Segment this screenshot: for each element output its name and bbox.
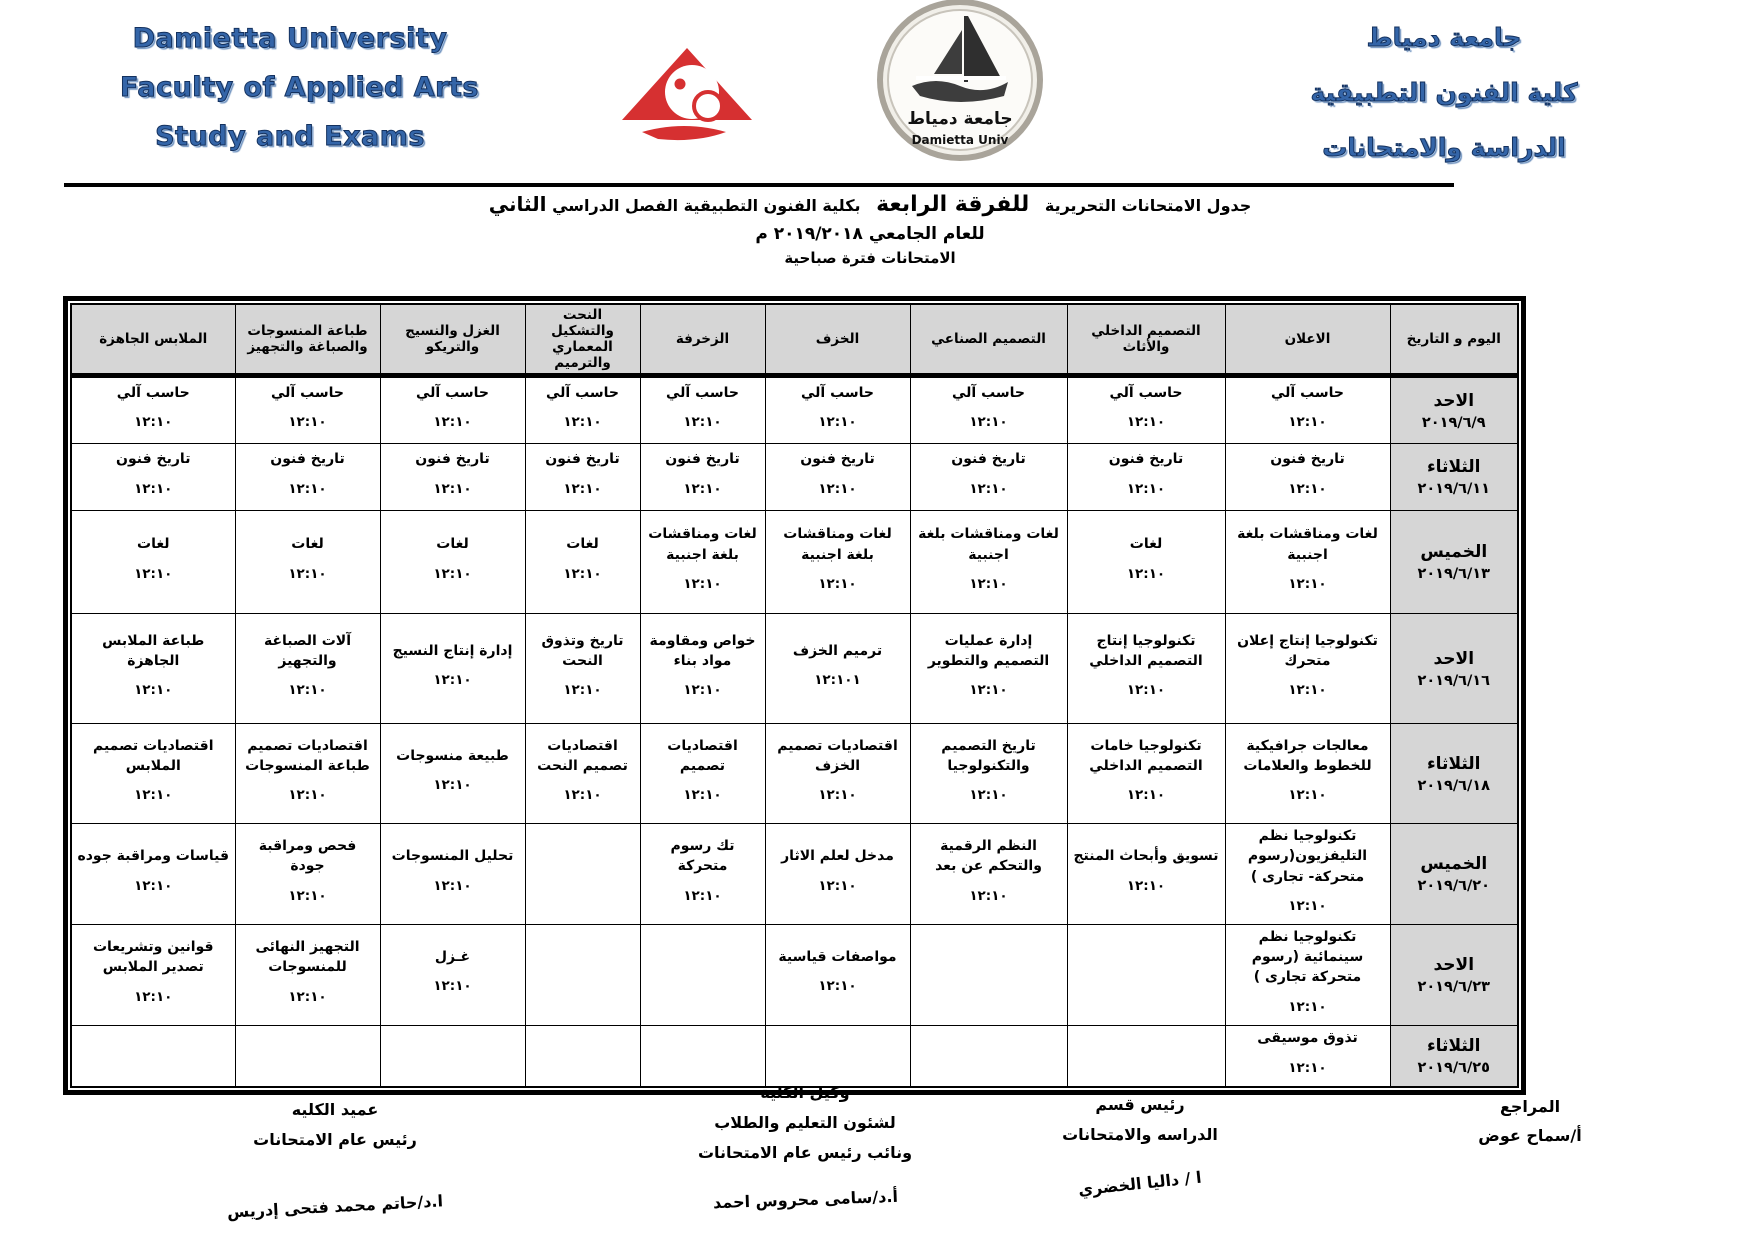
exam-cell: تكنولوجيا نظم سينمائية (رسوم متحركة تجارى ) ١٢:١٠	[1225, 924, 1390, 1025]
exam-cell: تكنولوجيا نظم التليفزيون(رسوم متحركة- تجارى ) ١٢:١٠	[1225, 824, 1390, 925]
day-date-cell: الاحد ٢٠١٩/٦/١٦	[1390, 614, 1518, 724]
vice-dean-title-line1: وكيل الكلية	[760, 1083, 850, 1102]
exam-cell: فحص ومراقبة جودة ١٢:١٠	[235, 824, 380, 925]
divider-rule	[64, 183, 1454, 187]
exam-cell: حاسب آلي ١٢:١٠	[71, 376, 235, 444]
reviewer-name: أ/سماح عوض	[1478, 1126, 1582, 1145]
reviewer-title: المراجع	[1499, 1097, 1561, 1116]
exam-cell: لغات ١٢:١٠	[525, 511, 640, 614]
exam-cell: آلات الصباغة والتجهيز ١٢:١٠	[235, 614, 380, 724]
schedule-title	[0, 192, 1740, 217]
exam-cell: لغات ١٢:١٠	[380, 511, 525, 614]
exam-cell: تذوق موسيقى ١٢:١٠	[1225, 1025, 1390, 1087]
vice-dean-name: أ.د/سامى محروس احمد	[712, 1186, 898, 1213]
branding-ar-line2: كلية الفنون التطبيقية	[1310, 78, 1578, 107]
exam-cell: لغات ومناقشات بلغة اجنبية ١٢:١٠	[765, 511, 910, 614]
header-branding-arabic	[1268, 10, 1620, 175]
exam-cell	[525, 824, 640, 925]
exam-cell: إدارة إنتاج النسيج ١٢:١٠	[380, 614, 525, 724]
exam-cell	[71, 1025, 235, 1087]
exam-cell: طبيعة منسوجات ١٢:١٠	[380, 724, 525, 824]
exam-cell: لغات ١٢:١٠	[235, 511, 380, 614]
column-header: التصميم الداخلي والأثاث	[1067, 304, 1225, 376]
column-header: طباعة المنسوجات والصباغة والتجهيز	[235, 304, 380, 376]
day-date-header: اليوم و التاريخ	[1390, 304, 1518, 376]
seal-arabic-text: جامعة دمياط	[907, 109, 1013, 129]
day-date-cell: الثلاثاء ٢٠١٩/٦/١٨	[1390, 724, 1518, 824]
title-middle: بكلية الفنون التطبيقية الفصل الدراسي	[552, 196, 861, 215]
exam-cell: قوانين وتشريعات تصدير الملابس ١٢:١٠	[71, 924, 235, 1025]
exam-cell: مواصفات قياسية ١٢:١٠	[765, 924, 910, 1025]
day-date-cell: الثلاثاء ٢٠١٩/٦/١١	[1390, 444, 1518, 511]
exam-cell: تاريخ فنون ١٢:١٠	[71, 444, 235, 511]
dept-head-name: ا / داليا الخضري	[1077, 1167, 1203, 1200]
schedule-row	[71, 924, 1518, 1025]
branding-en-line3: Study and Exams	[155, 121, 425, 152]
schedule-row	[71, 444, 1518, 511]
exam-cell: تكنولوجيا إنتاج إعلان متحرك ١٢:١٠	[1225, 614, 1390, 724]
exam-cell: تاريخ فنون ١٢:١٠	[1225, 444, 1390, 511]
exam-cell: التجهيز النهائى للمنسوجات ١٢:١٠	[235, 924, 380, 1025]
seal-english-text: Damietta Univ	[911, 133, 1009, 147]
branding-en-line2: Faculty of Applied Arts	[120, 72, 479, 103]
exam-cell: تاريخ التصميم والتكنولوجيا ١٢:١٠	[910, 724, 1067, 824]
exam-cell: حاسب آلي ١٢:١٠	[525, 376, 640, 444]
exam-cell	[525, 1025, 640, 1087]
exam-cell: قياسات ومراقبة جوده ١٢:١٠	[71, 824, 235, 925]
exam-cell	[910, 924, 1067, 1025]
day-date-cell: الثلاثاء ٢٠١٩/٦/٢٥	[1390, 1025, 1518, 1087]
signature-dept-head	[990, 1090, 1290, 1200]
exam-cell: تاريخ فنون ١٢:١٠	[380, 444, 525, 511]
exam-cell: اقتصاديات تصميم الملابس ١٢:١٠	[71, 724, 235, 824]
exam-cell	[1067, 1025, 1225, 1087]
exam-cell: حاسب آلي ١٢:١٠	[640, 376, 765, 444]
exam-cell: تاريخ فنون ١٢:١٠	[640, 444, 765, 511]
day-date-cell: الاحد ٢٠١٩/٦/٢٣	[1390, 924, 1518, 1025]
exam-cell	[525, 924, 640, 1025]
dept-head-title-line2: الدراسه والامتحانات	[1062, 1125, 1218, 1144]
dean-name: ا.د/حاتم محمد فتحى إدريس	[226, 1191, 444, 1222]
title-grade: للفرقة الرابعة	[876, 192, 1030, 217]
column-header: التصميم الصناعي	[910, 304, 1067, 376]
exam-cell: تاريخ فنون ١٢:١٠	[910, 444, 1067, 511]
exam-cell: اقتصاديات تصميم الخزف ١٢:١٠	[765, 724, 910, 824]
dean-title-line1: عميد الكليه	[291, 1100, 379, 1119]
vice-dean-title-line3: ونائب رئيس عام الامتحانات	[697, 1143, 913, 1162]
faculty-logo-icon	[612, 46, 762, 144]
exam-cell: لغات ومناقشات بلغة اجنبية ١٢:١٠	[910, 511, 1067, 614]
branding-en-line1: Damietta University	[132, 23, 448, 54]
column-header: النحت والتشكيل المعماري والترميم	[525, 304, 640, 376]
exam-cell	[1067, 924, 1225, 1025]
column-header: الخزف	[765, 304, 910, 376]
exam-cell: النظم الرقمية والتحكم عن بعد ١٢:١٠	[910, 824, 1067, 925]
exam-cell: تاريخ فنون ١٢:١٠	[525, 444, 640, 511]
exam-cell: اقتصاديات تصميم النحت ١٢:١٠	[525, 724, 640, 824]
exam-cell: تسويق وأبحاث المنتج ١٢:١٠	[1067, 824, 1225, 925]
academic-year: للعام الجامعي ٢٠١٩/٢٠١٨ م	[755, 224, 985, 244]
column-header: الزخرفة	[640, 304, 765, 376]
day-date-cell: الاحد ٢٠١٩/٦/٩	[1390, 376, 1518, 444]
day-date-cell: الخميس ٢٠١٩/٦/٢٠	[1390, 824, 1518, 925]
signature-reviewer	[1420, 1092, 1640, 1145]
column-header: الغزل والنسيج والتريكو	[380, 304, 525, 376]
column-header: الاعلان	[1225, 304, 1390, 376]
exam-cell: تاريخ فنون ١٢:١٠	[765, 444, 910, 511]
exam-cell: حاسب آلي ١٢:١٠	[1067, 376, 1225, 444]
branding-ar-line1: جامعة دمياط	[1366, 23, 1522, 52]
dept-head-title-line1: رئيس قسم	[1095, 1095, 1185, 1114]
signature-dean	[180, 1095, 490, 1222]
exam-cell: لغات ١٢:١٠	[71, 511, 235, 614]
exam-cell: لغات ومناقشات بلغة اجنبية ١٢:١٠	[1225, 511, 1390, 614]
exam-cell: اقتصاديات تصميم طباعة المنسوجات ١٢:١٠	[235, 724, 380, 824]
exam-cell: حاسب آلي ١٢:١٠	[235, 376, 380, 444]
exam-table	[70, 303, 1519, 1088]
exam-cell: طباعة الملابس الجاهزة ١٢:١٠	[71, 614, 235, 724]
exam-cell: تك رسوم متحركة ١٢:١٠	[640, 824, 765, 925]
day-date-cell: الخميس ٢٠١٩/٦/١٣	[1390, 511, 1518, 614]
exam-cell: مدخل لعلم الاثار ١٢:١٠	[765, 824, 910, 925]
exam-cell: لغات ومناقشات بلغة اجنبية ١٢:١٠	[640, 511, 765, 614]
exam-cell: تاريخ فنون ١٢:١٠	[235, 444, 380, 511]
exam-cell	[235, 1025, 380, 1087]
schedule-row	[71, 724, 1518, 824]
exam-cell: اقتصاديات تصميم ١٢:١٠	[640, 724, 765, 824]
dean-title-line2: رئيس عام الامتحانات	[253, 1130, 417, 1149]
exam-cell	[380, 1025, 525, 1087]
header-branding-english	[120, 14, 479, 161]
exam-period: الامتحانات فترة صباحية	[784, 249, 956, 267]
university-seal-icon	[876, 0, 1044, 164]
vice-dean-title-line2: لشئون التعليم والطلاب	[714, 1113, 896, 1132]
exam-cell: تكنولوجيا خامات التصميم الداخلي ١٢:١٠	[1067, 724, 1225, 824]
title-term: الثاني	[488, 192, 547, 216]
exam-cell: تكنولوجيا إنتاج التصميم الداخلي ١٢:١٠	[1067, 614, 1225, 724]
exam-cell: إدارة عمليات التصميم والتطوير ١٢:١٠	[910, 614, 1067, 724]
schedule-row	[71, 614, 1518, 724]
signature-vice-dean	[650, 1078, 960, 1213]
exam-cell	[640, 924, 765, 1025]
exam-cell: تاريخ فنون ١٢:١٠	[1067, 444, 1225, 511]
column-header: الملابس الجاهزة	[71, 304, 235, 376]
exam-cell: حاسب آلي ١٢:١٠	[765, 376, 910, 444]
exam-cell: غـزل ١٢:١٠	[380, 924, 525, 1025]
exam-cell: تحليل المنسوجات ١٢:١٠	[380, 824, 525, 925]
schedule-row	[71, 511, 1518, 614]
exam-cell: خواص ومقاومة مواد بناء ١٢:١٠	[640, 614, 765, 724]
exam-cell: حاسب آلي ١٢:١٠	[380, 376, 525, 444]
title-prefix: جدول الامتحانات التحريرية	[1044, 196, 1252, 215]
branding-ar-line3: الدراسة والامتحانات	[1322, 133, 1566, 162]
exam-table-frame	[63, 296, 1526, 1095]
exam-cell: ترميم الخزف ١٢:١٠١	[765, 614, 910, 724]
exam-cell: حاسب آلي ١٢:١٠	[1225, 376, 1390, 444]
schedule-row	[71, 376, 1518, 444]
schedule-row	[71, 824, 1518, 925]
exam-cell: حاسب آلي ١٢:١٠	[910, 376, 1067, 444]
schedule-title-block	[0, 192, 1740, 267]
exam-cell: معالجات جرافيكية للخطوط والعلامات ١٢:١٠	[1225, 724, 1390, 824]
exam-cell: لغات ١٢:١٠	[1067, 511, 1225, 614]
exam-cell: تاريخ وتذوق النحت ١٢:١٠	[525, 614, 640, 724]
